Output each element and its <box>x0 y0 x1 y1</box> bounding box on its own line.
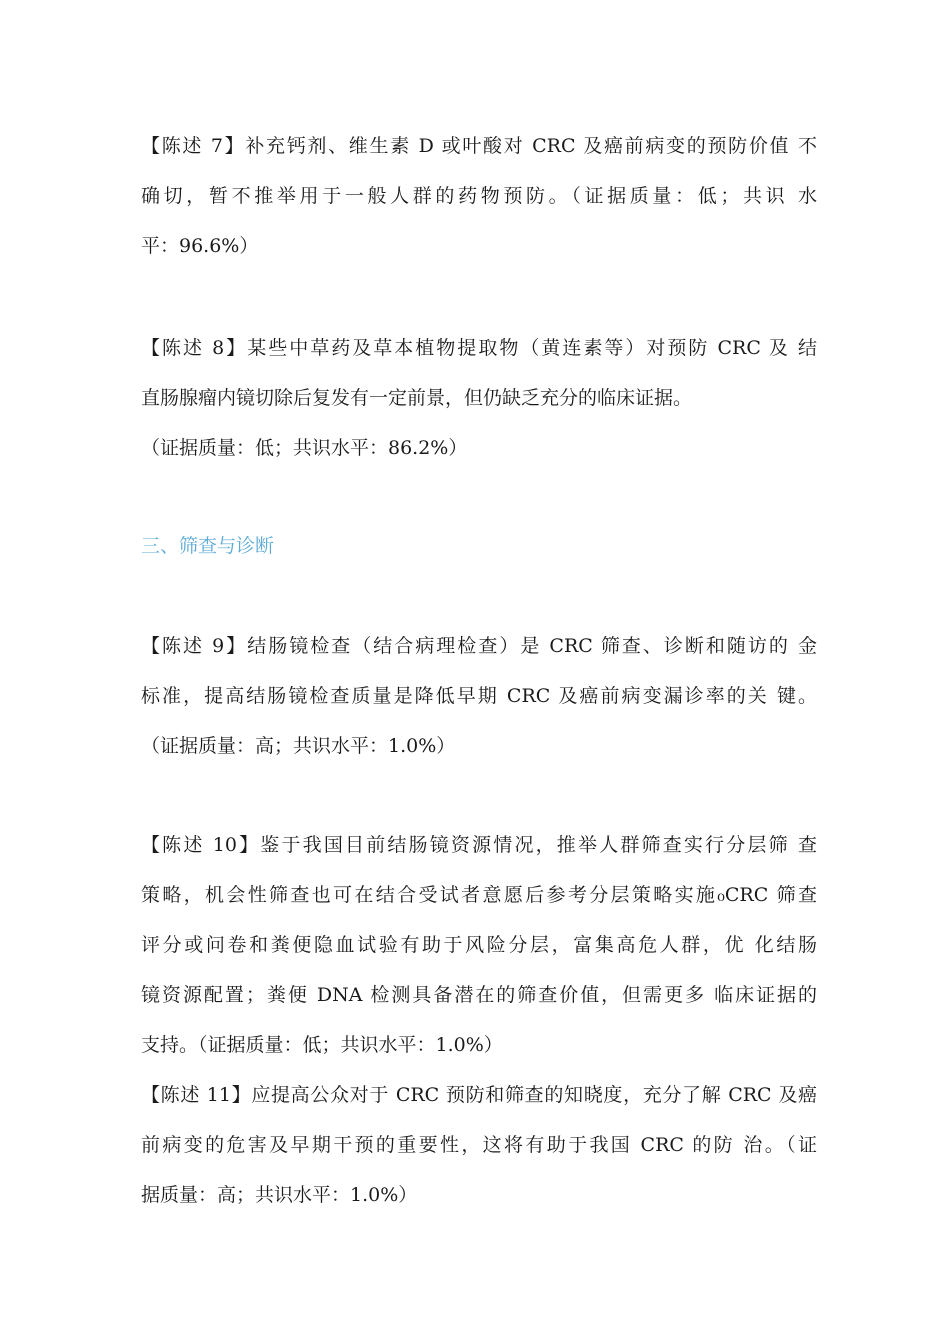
text-line: 直肠腺瘤内镜切除后复发有一定前景，但仍缺乏充分的临床证据。 <box>141 387 693 409</box>
text-line: 确切，暂不推举用于一般人群的药物预防。（证据质量：低；共识 水 <box>141 185 817 207</box>
text-line: 前病变的危害及早期干预的重要性，这将有助于我国 CRC 的防 治。（证 <box>141 1134 817 1156</box>
statement-9-paragraph <box>141 621 817 771</box>
text-line: 标准，提高结肠镜检查质量是降低早期 CRC 及癌前病变漏诊率的关 键。 <box>141 685 817 707</box>
statement-7-paragraph <box>141 121 817 271</box>
text-line: 据质量：高；共识水平：1.0%） <box>141 1184 418 1206</box>
text-line: 镜资源配置；粪便 DNA 检测具备潜在的筛查价值，但需更多 临床证据的 <box>141 984 817 1006</box>
text-line: 【陈述 10】鉴于我国目前结肠镜资源情况，推举人群筛查实行分层筛 查 <box>141 834 817 856</box>
text-line: 策略，机会性筛查也可在结合受试者意愿后参考分层策略实施₀CRC 筛查 <box>141 884 817 906</box>
text-line: 【陈述 9】结肠镜检查（结合病理检查）是 CRC 筛查、诊断和随访的 金 <box>141 635 817 657</box>
text-line: 【陈述 7】补充钙剂、维生素 D 或叶酸对 CRC 及癌前病变的预防价值 不 <box>141 135 817 157</box>
statement-8-paragraph <box>141 323 817 473</box>
statement-10-paragraph <box>141 820 817 1070</box>
text-line: 【陈述 11】应提高公众对于 CRC 预防和筛查的知晓度，充分了解 CRC 及癌 <box>141 1084 817 1106</box>
text-line: 支持。（证据质量：低；共识水平：1.0%） <box>141 1034 503 1056</box>
text-line: （证据质量：高；共识水平：1.0%） <box>141 735 456 757</box>
statement-11-paragraph <box>141 1070 817 1220</box>
section-heading: 三、筛查与诊断 <box>141 535 275 557</box>
text-line: （证据质量：低；共识水平：86.2%） <box>141 437 468 459</box>
text-line: 平：96.6%） <box>141 235 259 257</box>
text-line: 【陈述 8】某些中草药及草本植物提取物（黄连素等）对预防 CRC 及 结 <box>141 337 817 359</box>
text-line: 评分或问卷和粪便隐血试验有助于风险分层，富集高危人群，优 化结肠 <box>141 934 817 956</box>
